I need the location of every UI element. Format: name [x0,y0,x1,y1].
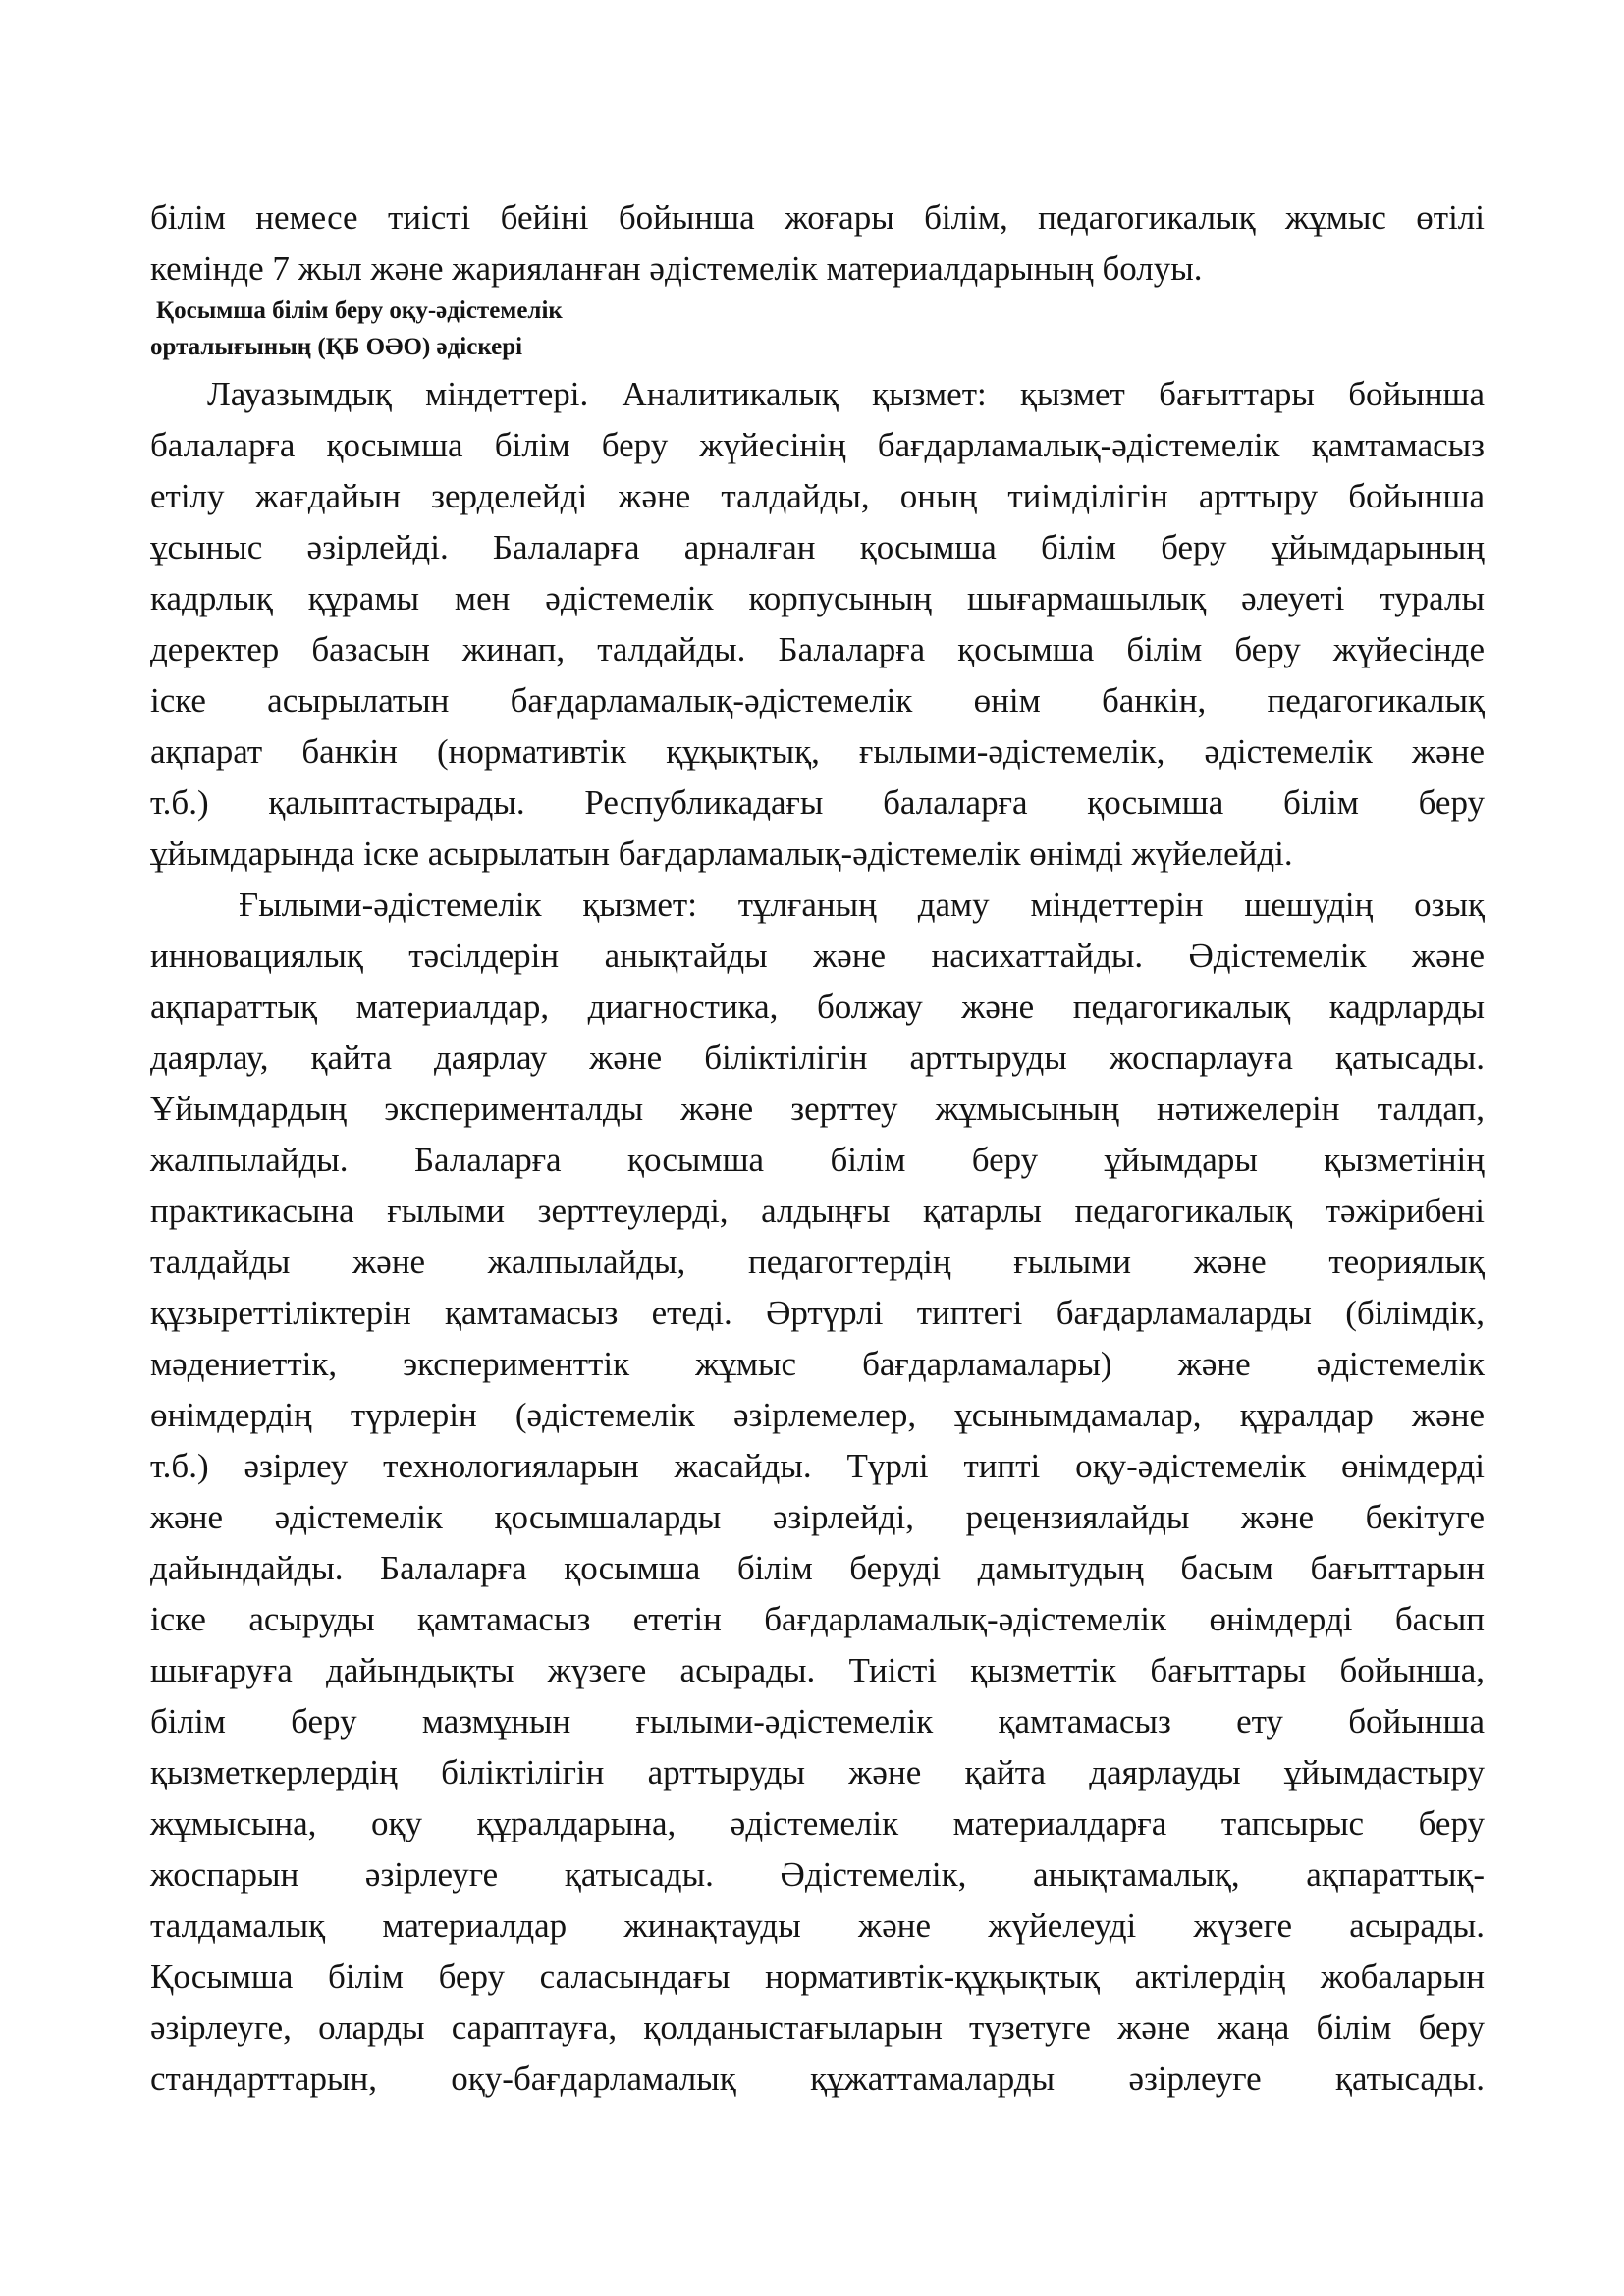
text-line: кадрлық құрамы мен әдістемелік корпусының шығармашылық әлеуеті туралы [150,579,1485,617]
text-line: қызметкерлердің біліктілігін арттыруды және қайта даярлауды ұйымдастыру [150,1753,1485,1791]
paragraph-scientific [150,880,1485,2105]
text-line: мәдениеттік, эксперименттік жұмыс бағдарламалары) және әдістемелік [150,1345,1485,1383]
text-line: ақпарат банкін (нормативтік құқықтық, ғылыми-әдістемелік, әдістемелік және [150,732,1485,771]
intro-paragraph [150,192,1485,294]
text-line: құзыреттіліктерін қамтамасыз етеді. Әртүрлі типтегі бағдарламаларды (білімдік, [150,1294,1485,1332]
text-line: талдайды және жалпылайды, педагогтердің ғылыми және теориялық [150,1243,1485,1281]
text-line: стандарттарын, оқу-бағдарламалық құжаттамаларды әзірлеуге қатысады. [150,2059,1485,2098]
text-line: және әдістемелік қосымшаларды әзірлейді, рецензиялайды және бекітуге [150,1498,1485,1536]
document-page [150,192,1485,2105]
text-line: ұсыныс әзірлейді. Балаларға арналған қосымша білім беру ұйымдарының [150,528,1485,566]
text-line: ұйымдарында іске асырылатын бағдарламалық-әдістемелік өнімді жүйелейді. [150,834,1293,873]
text-line: кемінде 7 жыл және жарияланған әдістемелік материалдарының болуы. [150,249,1203,288]
heading-line: Қосымша білім беру оқу-әдістемелік [156,297,563,324]
paragraph-duties [150,369,1485,880]
text-line: әзірлеуге, оларды сараптауға, қолданыстағыларын түзетуге және жаңа білім беру [150,2008,1485,2047]
text-line: балаларға қосымша білім беру жүйесінің бағдарламалық-әдістемелік қамтамасыз [150,426,1485,464]
text-line: деректер базасын жинап, талдайды. Балаларға қосымша білім беру жүйесінде [150,630,1485,668]
text-line: Ұйымдардың эксперименталды және зерттеу жұмысының нәтижелерін талдап, [150,1090,1485,1128]
text-line: дайындайды. Балаларға қосымша білім беруді дамытудың басым бағыттарын [150,1549,1485,1587]
text-line: жұмысына, оқу құралдарына, әдістемелік материалдарға тапсырыс беру [150,1804,1485,1842]
text-line: іске асырылатын бағдарламалық-әдістемелік өнім банкін, педагогикалық [150,681,1485,720]
text-line: т.б.) қалыптастырады. Республикадағы балаларға қосымша білім беру [150,783,1485,822]
text-line: ақпараттық материалдар, диагностика, болжау және педагогикалық кадрларды [150,988,1485,1026]
text-line: Қосымша білім беру саласындағы нормативтік-құқықтық актілердің жобаларын [150,1957,1485,1996]
text-line: етілу жағдайын зерделейді және талдайды, оның тиімділігін арттыру бойынша [150,477,1485,515]
text-line: білім немесе тиісті бейіні бойынша жоғары білім, педагогикалық жұмыс өтілі [150,198,1485,237]
text-line: практикасына ғылыми зерттеулерді, алдыңғы қатарлы педагогикалық тәжірибені [150,1192,1485,1230]
text-line: талдамалық материалдар жинақтауды және жүйелеуді жүзеге асырады. [150,1906,1485,1945]
text-line: білім беру мазмұнын ғылыми-әдістемелік қамтамасыз ету бойынша [150,1702,1485,1740]
text-line: өнімдердің түрлерін (әдістемелік әзірлемелер, ұсынымдамалар, құралдар және [150,1396,1485,1434]
section-heading [150,293,1485,365]
text-line: т.б.) әзірлеу технологияларын жасайды. Түрлі типті оқу-әдістемелік өнімдерді [150,1447,1485,1485]
text-line: Лауазымдық міндеттері. Аналитикалық қызмет: қызмет бағыттары бойынша [207,375,1485,413]
text-line: іске асыруды қамтамасыз ететін бағдарламалық-әдістемелік өнімдерді басып [150,1600,1485,1638]
text-line: жалпылайды. Балаларға қосымша білім беру ұйымдары қызметінің [150,1141,1485,1179]
text-line: Ғылыми-әдістемелік қызмет: тұлғаның даму міндеттерін шешудің озық [239,885,1485,924]
text-line: даярлау, қайта даярлау және біліктілігін арттыруды жоспарлауға қатысады. [150,1039,1485,1077]
heading-line: орталығының (ҚБ ОӘО) әдіскері [150,334,523,360]
text-line: жоспарын әзірлеуге қатысады. Әдістемелік, анықтамалық, ақпараттық- [150,1855,1485,1894]
text-line: шығаруға дайындықты жүзеге асырады. Тиісті қызметтік бағыттары бойынша, [150,1651,1485,1689]
text-line: инновациялық тәсілдерін анықтайды және насихаттайды. Әдістемелік және [150,936,1485,975]
